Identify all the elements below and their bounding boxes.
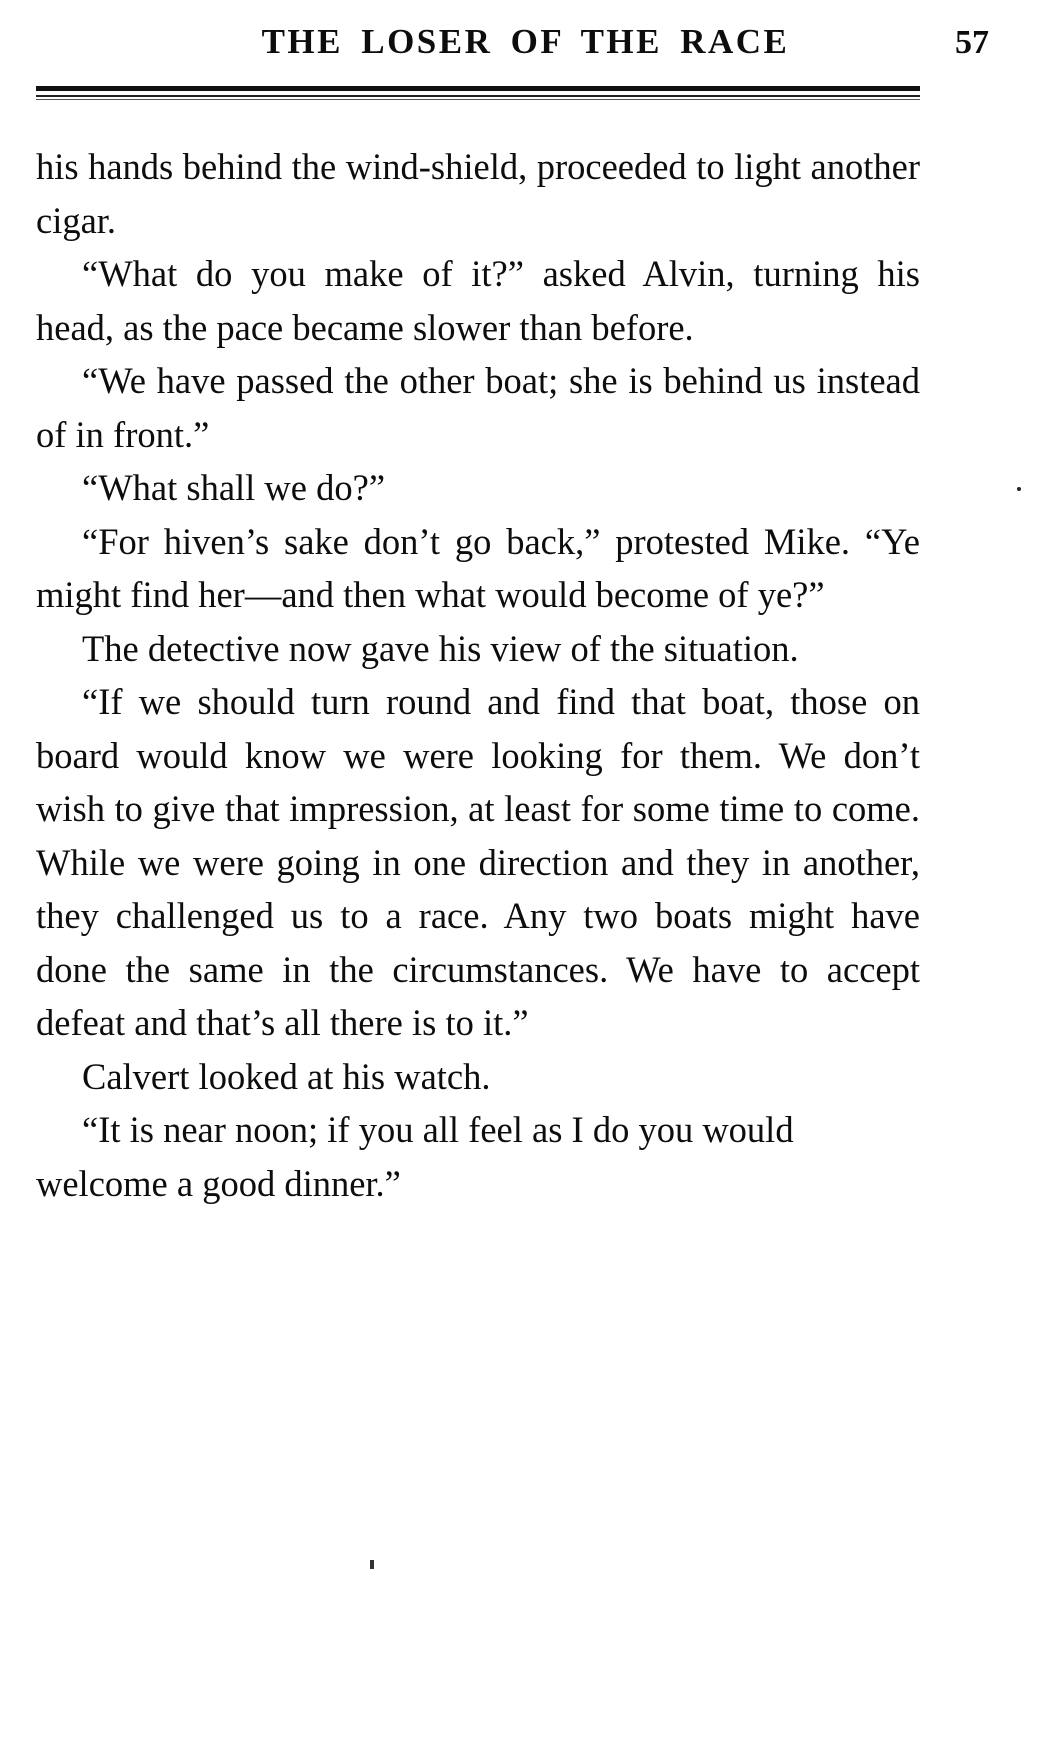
page-header [0,22,1051,74]
header-rule-thin [36,95,920,97]
header-rule-thin-secondary [36,99,920,100]
paragraph: “If we should turn round and find that boat, those on board would know we were looking for them. We don’t wish to give that impression, at least for some time to come. While we were going in one direction and they in another, they challenged us to a race. Any two boats might have done the same in the circumstances. We have to accept defeat and that’s all there is to it.” [36,681,920,1043]
header-rule-thick [36,86,920,91]
paragraph: “It is near noon; if you all feel as I do you would welcome a good dinner.” [36,1109,794,1204]
paragraph: “We have passed the other boat; she is behind us instead of in front.” [36,360,920,455]
body-text [36,140,920,1210]
header-rule [36,86,920,100]
page-number: 57 [955,24,989,61]
page-speck-right [1017,487,1021,491]
paragraph: his hands behind the wind-shield, proceeded to light another cigar. [36,146,920,241]
page-speck-bottom [370,1560,374,1569]
paragraph: “What shall we do?” [82,467,386,508]
paragraph: “What do you make of it?” asked Alvin, turning his head, as the pace became slower than before. [36,253,920,348]
paragraph: Calvert looked at his watch. [82,1055,491,1097]
paragraph: The detective now gave his view of the situation. [82,627,799,669]
running-head: THE LOSER OF THE RACE [261,22,790,61]
paragraph: “For hiven’s sake don’t go back,” protested Mike. “Ye might find her—and then what would become of ye?” [36,520,920,615]
